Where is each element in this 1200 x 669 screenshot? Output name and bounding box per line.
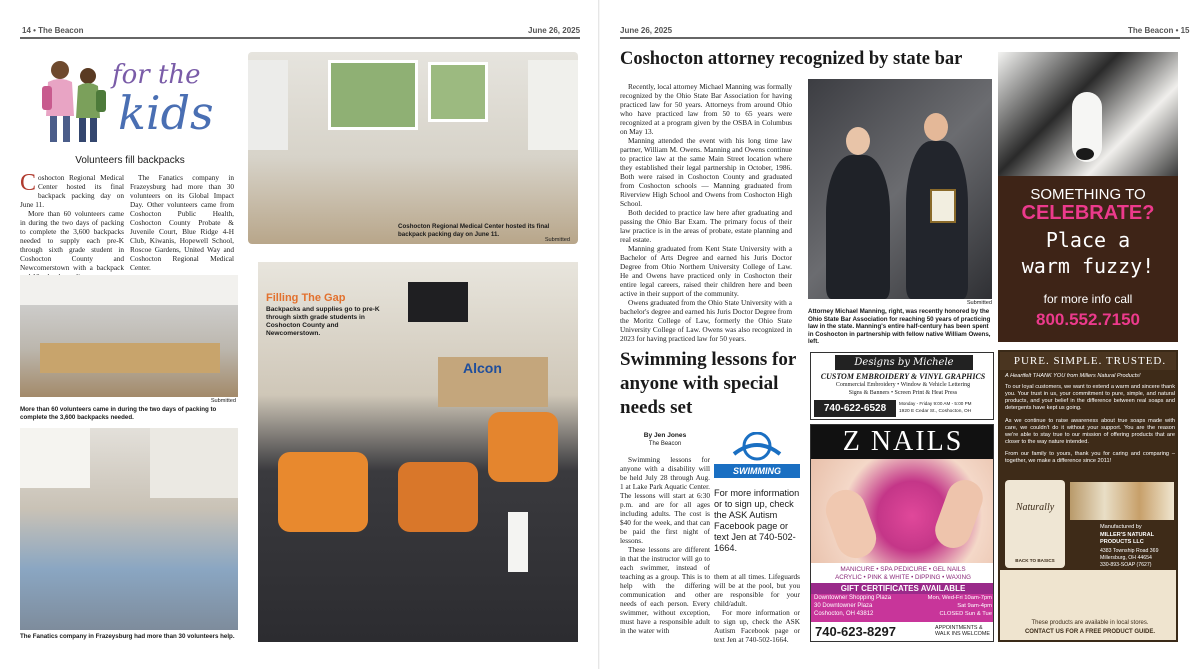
fuzzy-line2: CELEBRATE? <box>1021 202 1155 224</box>
znails-appt: APPOINTMENTS & WALK INS WELCOME <box>935 625 990 638</box>
attorney-body <box>620 82 792 343</box>
logo-line1: for the <box>112 60 201 90</box>
designs-line2: Signs & Banners • Screen Print & Heat Press <box>848 390 958 396</box>
znails-svc2: ACRYLIC • PINK & WHITE • DIPPING • WAXING <box>835 574 971 581</box>
millers-footer2: CONTACT US FOR A FREE PRODUCT GUIDE. <box>1024 629 1156 635</box>
attorney-p4: Manning graduated from Kent State University with a Bachelor of Arts Degree and earned his Juris Doctor Degree from Ohio Northern University College of Law. He and Owens have practiced only in Coshocton their entire legal careers, raised their children here and been active in their support of the community. <box>620 244 792 298</box>
fuzzy-line3: Place a <box>1045 228 1131 252</box>
fuzzy-line4: warm fuzzy! <box>1021 254 1155 278</box>
photo-volunteers-packing <box>20 275 238 397</box>
swimming-p1: Swimming lessons for anyone with a disability will be held July 28 through Aug. 1 at Lake Park Aquatic Center. The lessons will start at 6:30 p.m. and are for all ages including adults. The cost is $40 for the week, and that can be paid the first night of lessons. <box>620 455 710 545</box>
swimming-byline-org: The Beacon <box>648 441 682 447</box>
attorney-p2: Manning attended the event with his long time law partner, William M. Owens. Manning and Owens continue to practice law at the same Main Street location where they established their legal partnership in October, 1986. Both were raised in Coshocton County and graduated from Coshocton schools — Manning graduated from Riverview High School and Owens from Coshocton High School. <box>620 136 792 208</box>
photo3-caption: The Fanatics company in Frazeysburg had more than 30 volunteers help. <box>20 633 235 640</box>
ad-warm-fuzzy[interactable] <box>998 52 1178 342</box>
photo2-credit: Submitted <box>210 398 236 404</box>
photo-medical-center-volunteers <box>248 52 578 244</box>
left-date: June 26, 2025 <box>528 26 581 35</box>
left-headline: Volunteers fill backpacks <box>75 155 185 166</box>
znails-hours2: Sat 9am-4pm <box>957 603 992 609</box>
swimming-col2 <box>714 572 800 644</box>
col2-p1: The Fanatics company in Frazeysburg had more than 30 volunteers on its Global Impact Day. Other volunteers came from Coshocton Public Health, Coshocton County Probate & Juvenile Court, Blue Ridge 4-H Club, Kiwanis, Hopewell School, Roscoe Gardens, United Way and Coshocton Regional Medical Center. <box>130 173 234 272</box>
filling-gap-title: Filling The Gap <box>266 292 346 304</box>
znails-name: Z NAILS <box>811 425 994 459</box>
millers-company: MILLER'S NATURAL PRODUCTS LLC <box>1100 532 1154 545</box>
right-page <box>600 0 1200 669</box>
ad-designs-by-michele[interactable] <box>810 352 994 420</box>
designs-name: Designs by Michele <box>835 355 973 370</box>
col1-p2: More than 60 volunteers came in during the two days of packing to complete the 3,600 backpacks needed to supply each pre-K through sixth grade student in Coshocton County and Newcomerstown with a backpack <box>20 209 124 272</box>
swimming-byline: By Jen Jones <box>643 432 687 439</box>
fuzzy-line1: SOMETHING TO <box>1030 186 1146 203</box>
photo1-credit: Submitted <box>544 237 570 243</box>
photo2-caption: More than 60 volunteers came in during the two days of packing to complete the 3,600 backpacks needed. <box>20 406 217 421</box>
swimmer-icon <box>714 432 800 466</box>
swimming-headline: Swimming lessons for anyone with special needs set <box>620 349 796 418</box>
swimming-p2: These lessons are different in that the instructor will go to each swimmer, instead of teaching as a group. This is to help with the differing communication and other needs of each person. Every swimmer, without exception, must have a responsible adult in the water with <box>620 545 710 635</box>
millers-footer1: These products are available in local stores. <box>1031 620 1149 626</box>
millers-addr2: Millersburg, OH 44654 <box>1100 555 1152 561</box>
swimming-logo-text: SWIMMING <box>714 464 800 478</box>
designs-line1: Commercial Embroidery • Window & Vehicle Lettering <box>835 382 971 388</box>
millers-mfg: Manufactured by <box>1100 524 1142 530</box>
box-brand: Alcon <box>463 360 502 376</box>
millers-title: PURE. SIMPLE. TRUSTED. <box>1000 352 1178 370</box>
ad-z-nails[interactable] <box>810 424 994 642</box>
ad-millers-natural[interactable] <box>998 350 1178 642</box>
attorney-photo-caption: Attorney Michael Manning, right, was recently honored by the Ohio State Bar Association for reaching 50 years of practicing law in the state. Manning's entire half-century has been spent in Coshocton in partnership with fellow native William Owens, left. <box>808 308 991 346</box>
znails-svc1: MANICURE • SPA PEDICURE • GEL NAILS <box>840 566 966 573</box>
designs-addr: 1920 E Cedar St., Coshocton, OH <box>899 409 972 414</box>
col1-lead: oshocton Regional Medical Center hosted its final backpack packing day on June 11. <box>20 173 124 209</box>
znails-hours1: Mon, Wed-Fri 10am-7pm <box>927 595 992 601</box>
designs-phone: 740-622-6528 <box>814 400 896 417</box>
millers-phone: 330-893-SOAP (7627) <box>1100 562 1152 568</box>
millers-p2: As we continue to raise awareness about true soaps made with care, we couldn't do it without your support. You are the reason we're able to stay true to our mission of offering products that are closer to the way nature intended. <box>1005 418 1175 445</box>
attorney-p3: Both decided to practice law here after graduating and passing the Ohio Bar Exam. The primary focus of their law practice is in the areas of probate, estate planning and real estate. <box>620 208 792 244</box>
left-col1 <box>20 170 124 281</box>
znails-gift: GIFT CERTIFICATES AVAILABLE <box>811 583 994 594</box>
swimming-p4: For more information or to sign up, check the ASK Autism Facebook page or text Jen at 740-502-1664. <box>714 608 800 644</box>
left-top-rule <box>20 37 580 39</box>
swimming-info-box: For more information or to sign up, check the ASK Autism Facebook page or text Jen at 740-502-1664. <box>714 488 800 553</box>
znails-hours3: CLOSED Sun & Tue <box>939 611 992 617</box>
millers-brand-sub: BACK TO BASICS <box>1015 558 1055 563</box>
designs-hours: Monday - Friday 9:00 AM - 5:00 PM <box>899 401 972 406</box>
right-folio: The Beacon • 15 <box>1128 26 1190 35</box>
millers-tagline: A Heartfelt THANK YOU from Millers Natural Products! <box>1005 373 1141 379</box>
swimming-col1 <box>620 455 710 635</box>
attorney-headline: Coshocton attorney recognized by state bar <box>620 49 963 69</box>
attorney-photo-credit: Submitted <box>966 300 992 306</box>
dropcap: C <box>20 170 37 196</box>
millers-brand: Naturally <box>1015 502 1055 513</box>
swimming-logo <box>714 432 800 478</box>
photo-attorneys <box>808 79 992 299</box>
photo-fanatics-volunteers <box>20 428 238 630</box>
photo1-caption: Coshocton Regional Medical Center hosted its final backpack packing day on June 11. <box>398 223 550 238</box>
filling-gap-text: Backpacks and supplies go to pre-K through sixth grade students in Coshocton County and Newcomerstown. <box>266 306 380 337</box>
millers-p3: From our family to yours, thank you for caring and comparing – together, we make a difference since 2011! <box>1005 451 1175 464</box>
left-folio: 14 • The Beacon <box>22 26 84 35</box>
right-top-rule <box>620 37 1180 39</box>
fuzzy-line5: for more info call <box>1043 292 1133 306</box>
attorney-p5: Owens graduated from the Ohio State University with a bachelor's degree and earned his Juris Doctor Degree from the Moritz College of Law, formerly the Ohio State University College of Law. Owens was also recognized in 2023 for having practiced law for 50 years. <box>620 298 792 343</box>
left-col2 <box>130 173 234 272</box>
millers-p1: To our loyal customers, we want to extend a warm and sincere thank you. Your trust in us, your commitment to pure, simple, and natural products, and your belief in the difference between real soaps and detergents have kept us going. <box>1005 384 1175 411</box>
znails-addr1: Downtowner Shopping Plaza <box>814 595 892 601</box>
znails-phone: 740-623-8297 <box>815 624 896 639</box>
millers-addr1: 4383 Township Road 369 <box>1100 548 1159 554</box>
znails-addr2: 30 Downtowner Plaza <box>814 603 873 609</box>
for-the-kids-logo <box>30 52 230 152</box>
logo-line2: kids <box>118 86 214 140</box>
attorney-p1: Recently, local attorney Michael Manning was formally recognized by the Ohio State Bar Association for having practiced law for 50 years. Attorneys from around Ohio who have practiced law from 50 to 65 years were recognized at a program given by the OSBA in Columbus on May 13. <box>620 82 792 136</box>
znails-addr3: Coshocton, OH 43812 <box>814 611 874 617</box>
swimming-p3: them at all times. Lifeguards will be at the pool, but you are responsible for your child/adult. <box>714 572 800 608</box>
fuzzy-phone: 800.552.7150 <box>1036 310 1140 329</box>
designs-sub: CUSTOM EMBROIDERY & VINYL GRAPHICS <box>820 372 986 381</box>
right-date: June 26, 2025 <box>620 26 673 35</box>
